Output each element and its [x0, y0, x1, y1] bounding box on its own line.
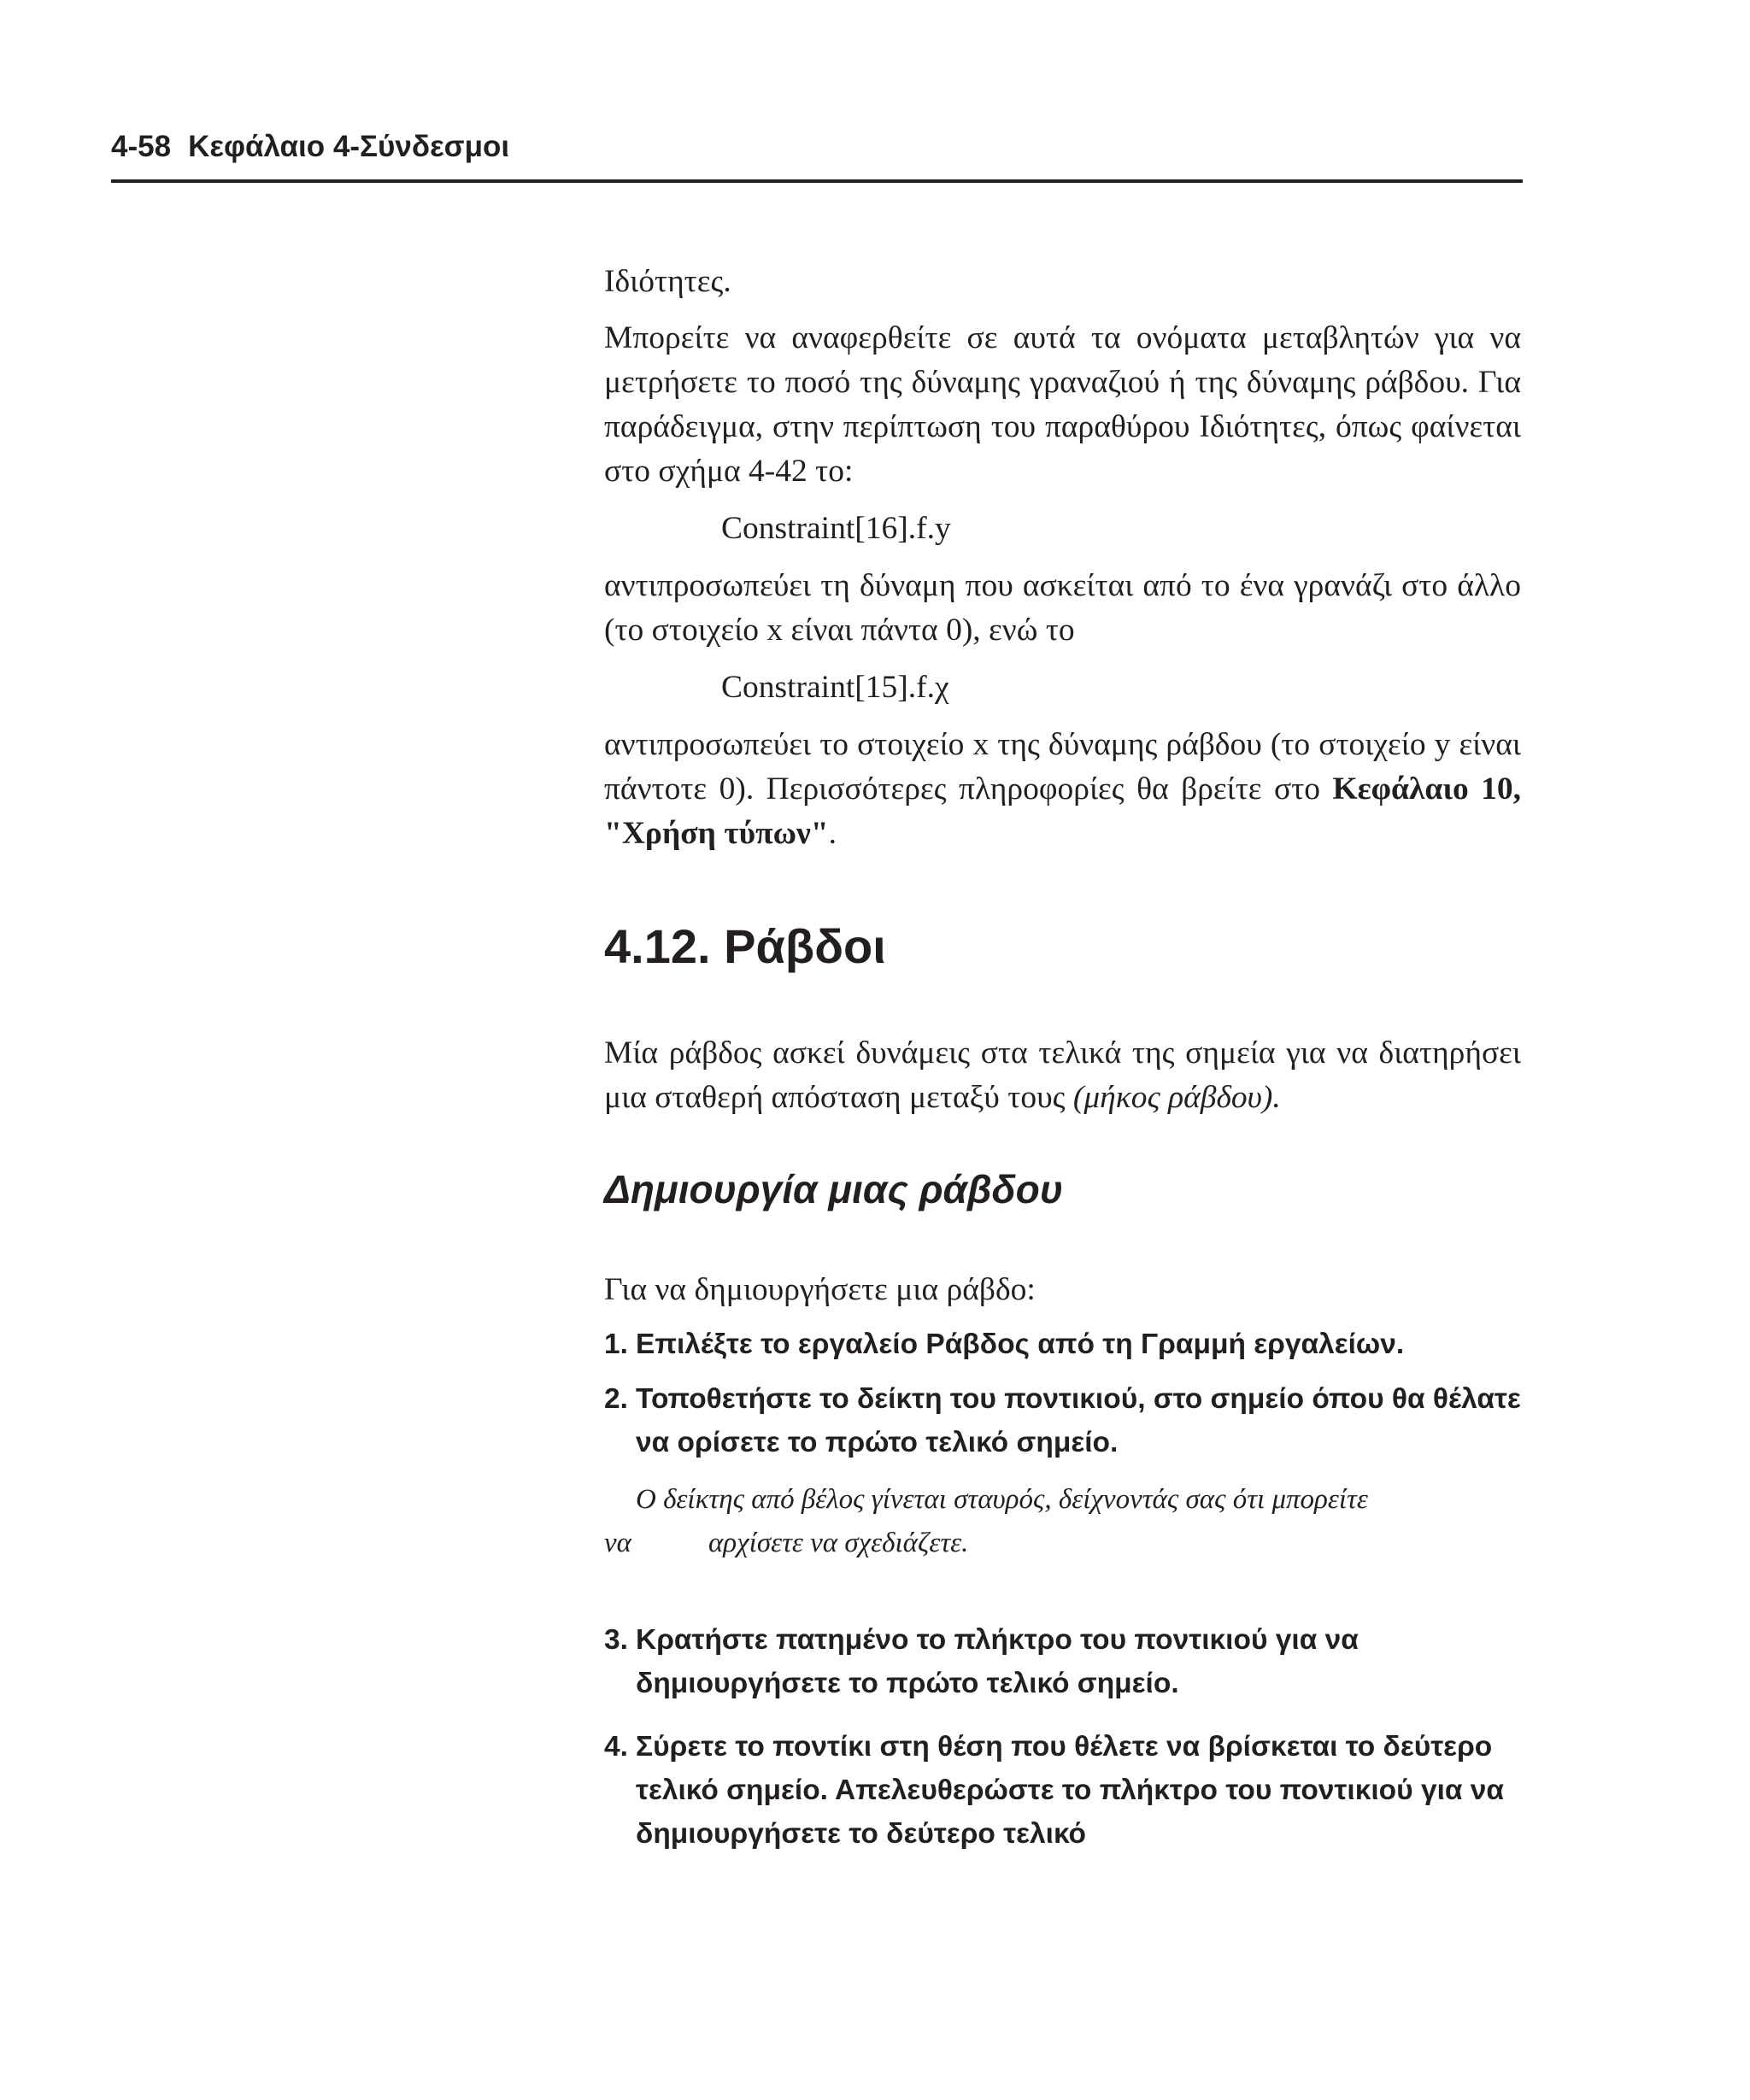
step-item	[604, 1377, 1521, 1464]
note-line-1: Ο δείκτης από βέλος γίνεται σταυρός, δείχνοντάς σας ότι μπορείτε	[636, 1484, 1368, 1515]
subsection-title: Δημιουργία μιας ράβδου	[604, 1167, 1063, 1211]
step-text: Κρατήστε πατημένο το πλήκτρο του ποντικιού για να δημιουργήσετε το πρώτο τελικό σημείο.	[636, 1624, 1359, 1699]
text-column	[604, 260, 1521, 856]
paragraph-variables: Μπορείτε να αναφερθείτε σε αυτά τα ονόματα μεταβλητών για να μετρήσετε το ποσό της δύναμης γραναζιού ή της δύναμης ράβδου. Για παράδειγμα, στην περίπτωση του παραθύρου Ιδιότητες, όπως φαίνεται στο σχήμα 4-42 το:	[604, 320, 1521, 489]
step-text: Τοποθετήστε το δείκτη του ποντικιού, στο σημείο όπου θα θέλατε να ορίσετε το πρώτο τελικό σημείο.	[636, 1383, 1521, 1458]
paragraph-rod-force	[604, 723, 1521, 856]
code-constraint-16: Constraint[16].f.y	[721, 511, 951, 546]
paragraph-properties-end: Ιδιότητες.	[604, 264, 731, 299]
paragraph-rod-force-end: .	[828, 816, 837, 851]
running-header	[111, 128, 509, 166]
page-number: 4-58	[111, 130, 172, 163]
subsection-lead: Για να δημιουργήσετε μια ράβδο:	[604, 1272, 1036, 1307]
note-line-2	[604, 1522, 1521, 1565]
note-line-2-start: να	[604, 1528, 631, 1558]
code-constraint-15: Constraint[15].f.χ	[721, 670, 949, 705]
chapter-title: Κεφάλαιο 4-Σύνδεσμοι	[188, 130, 510, 163]
step-text: Σύρετε το ποντίκι στη θέση που θέλετε να βρίσκεται το δεύτερο τελικό σημείο. Απελευθερώστε το πλήκτρο του ποντικιού για να δημιουργήσετε το δεύτερο τελικό	[636, 1731, 1505, 1850]
chapter-reference: Κεφάλαιο 10, "Χρήση τύπων"	[604, 771, 1522, 851]
step-item	[604, 1725, 1521, 1856]
step-item	[604, 1323, 1521, 1366]
section-intro	[604, 1031, 1521, 1120]
note-line-2-end: αρχίσετε να σχεδιάζετε.	[708, 1528, 969, 1558]
paragraph-gear-force: αντιπροσωπεύει τη δύναμη που ασκείται από το ένα γρανάζι στο άλλο (το στοιχείο x είναι πάντα 0), ενώ το	[604, 568, 1521, 648]
section-intro-text: Μία ράβδος ασκεί δυνάμεις στα τελικά της σημεία για να διατηρήσει μια σταθερή απόσταση μεταξύ τους	[604, 1035, 1521, 1115]
step-number: 3.	[604, 1624, 628, 1656]
section-block	[604, 918, 1521, 1120]
step-number: 2.	[604, 1383, 628, 1415]
header-rule	[111, 179, 1523, 183]
step-item	[604, 1618, 1521, 1705]
step-number: 1.	[604, 1329, 628, 1360]
section-intro-italic: (μήκος ράβδου).	[1072, 1080, 1281, 1115]
section-title: 4.12. Ράβδοι	[604, 919, 886, 973]
paragraph-rod-force-text: αντιπροσωπεύει το στοιχείο x της δύναμης ράβδου (το στοιχείο y είναι πάντοτε 0). Περισσότερες πληροφορίες θα βρείτε στο	[604, 727, 1521, 807]
step-number: 4.	[604, 1731, 628, 1763]
subsection-block	[604, 1165, 1521, 1856]
note-italic	[604, 1478, 1521, 1565]
step-text: Επιλέξτε το εργαλείο Ράβδος από τη Γραμμή εργαλείων.	[636, 1329, 1405, 1360]
